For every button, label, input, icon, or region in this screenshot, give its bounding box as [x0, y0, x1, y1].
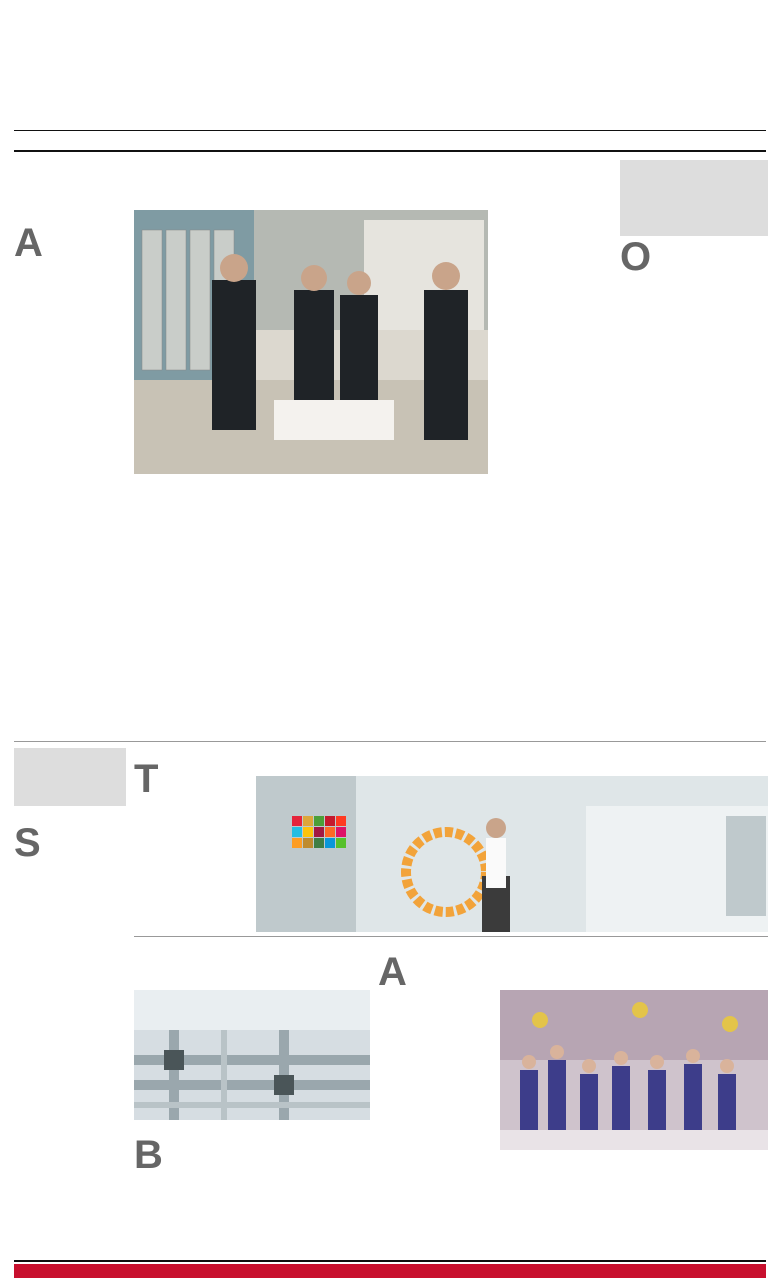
contact-title [560, 1264, 766, 1278]
sgc-photo [134, 990, 370, 1120]
main-col5 [498, 210, 614, 730]
main-photo [134, 210, 488, 474]
youth-photo [256, 776, 768, 932]
gym-col3 [634, 1154, 768, 1242]
gym-body [378, 1046, 494, 1252]
main-col1 [14, 340, 126, 730]
main-col2 [134, 498, 246, 730]
sgc-col2-lead [256, 1124, 370, 1170]
main-col4 [374, 498, 488, 730]
eu-lead: O [620, 240, 652, 279]
main-lead: A [14, 226, 43, 265]
youth-lead: T [134, 762, 159, 801]
gym-photo [500, 990, 768, 1150]
bmx-lead: S [14, 826, 41, 865]
sgc-lead: B [134, 1138, 163, 1177]
youth-body [134, 840, 250, 920]
sgc-col2-body [256, 1172, 370, 1242]
gym-col2 [500, 1154, 628, 1250]
inside-title [14, 1264, 126, 1278]
main-col3 [254, 498, 366, 730]
gym-lead: A [378, 955, 407, 994]
eu-body [620, 300, 768, 728]
bmx-body [14, 904, 126, 1248]
online-title [256, 1264, 376, 1278]
